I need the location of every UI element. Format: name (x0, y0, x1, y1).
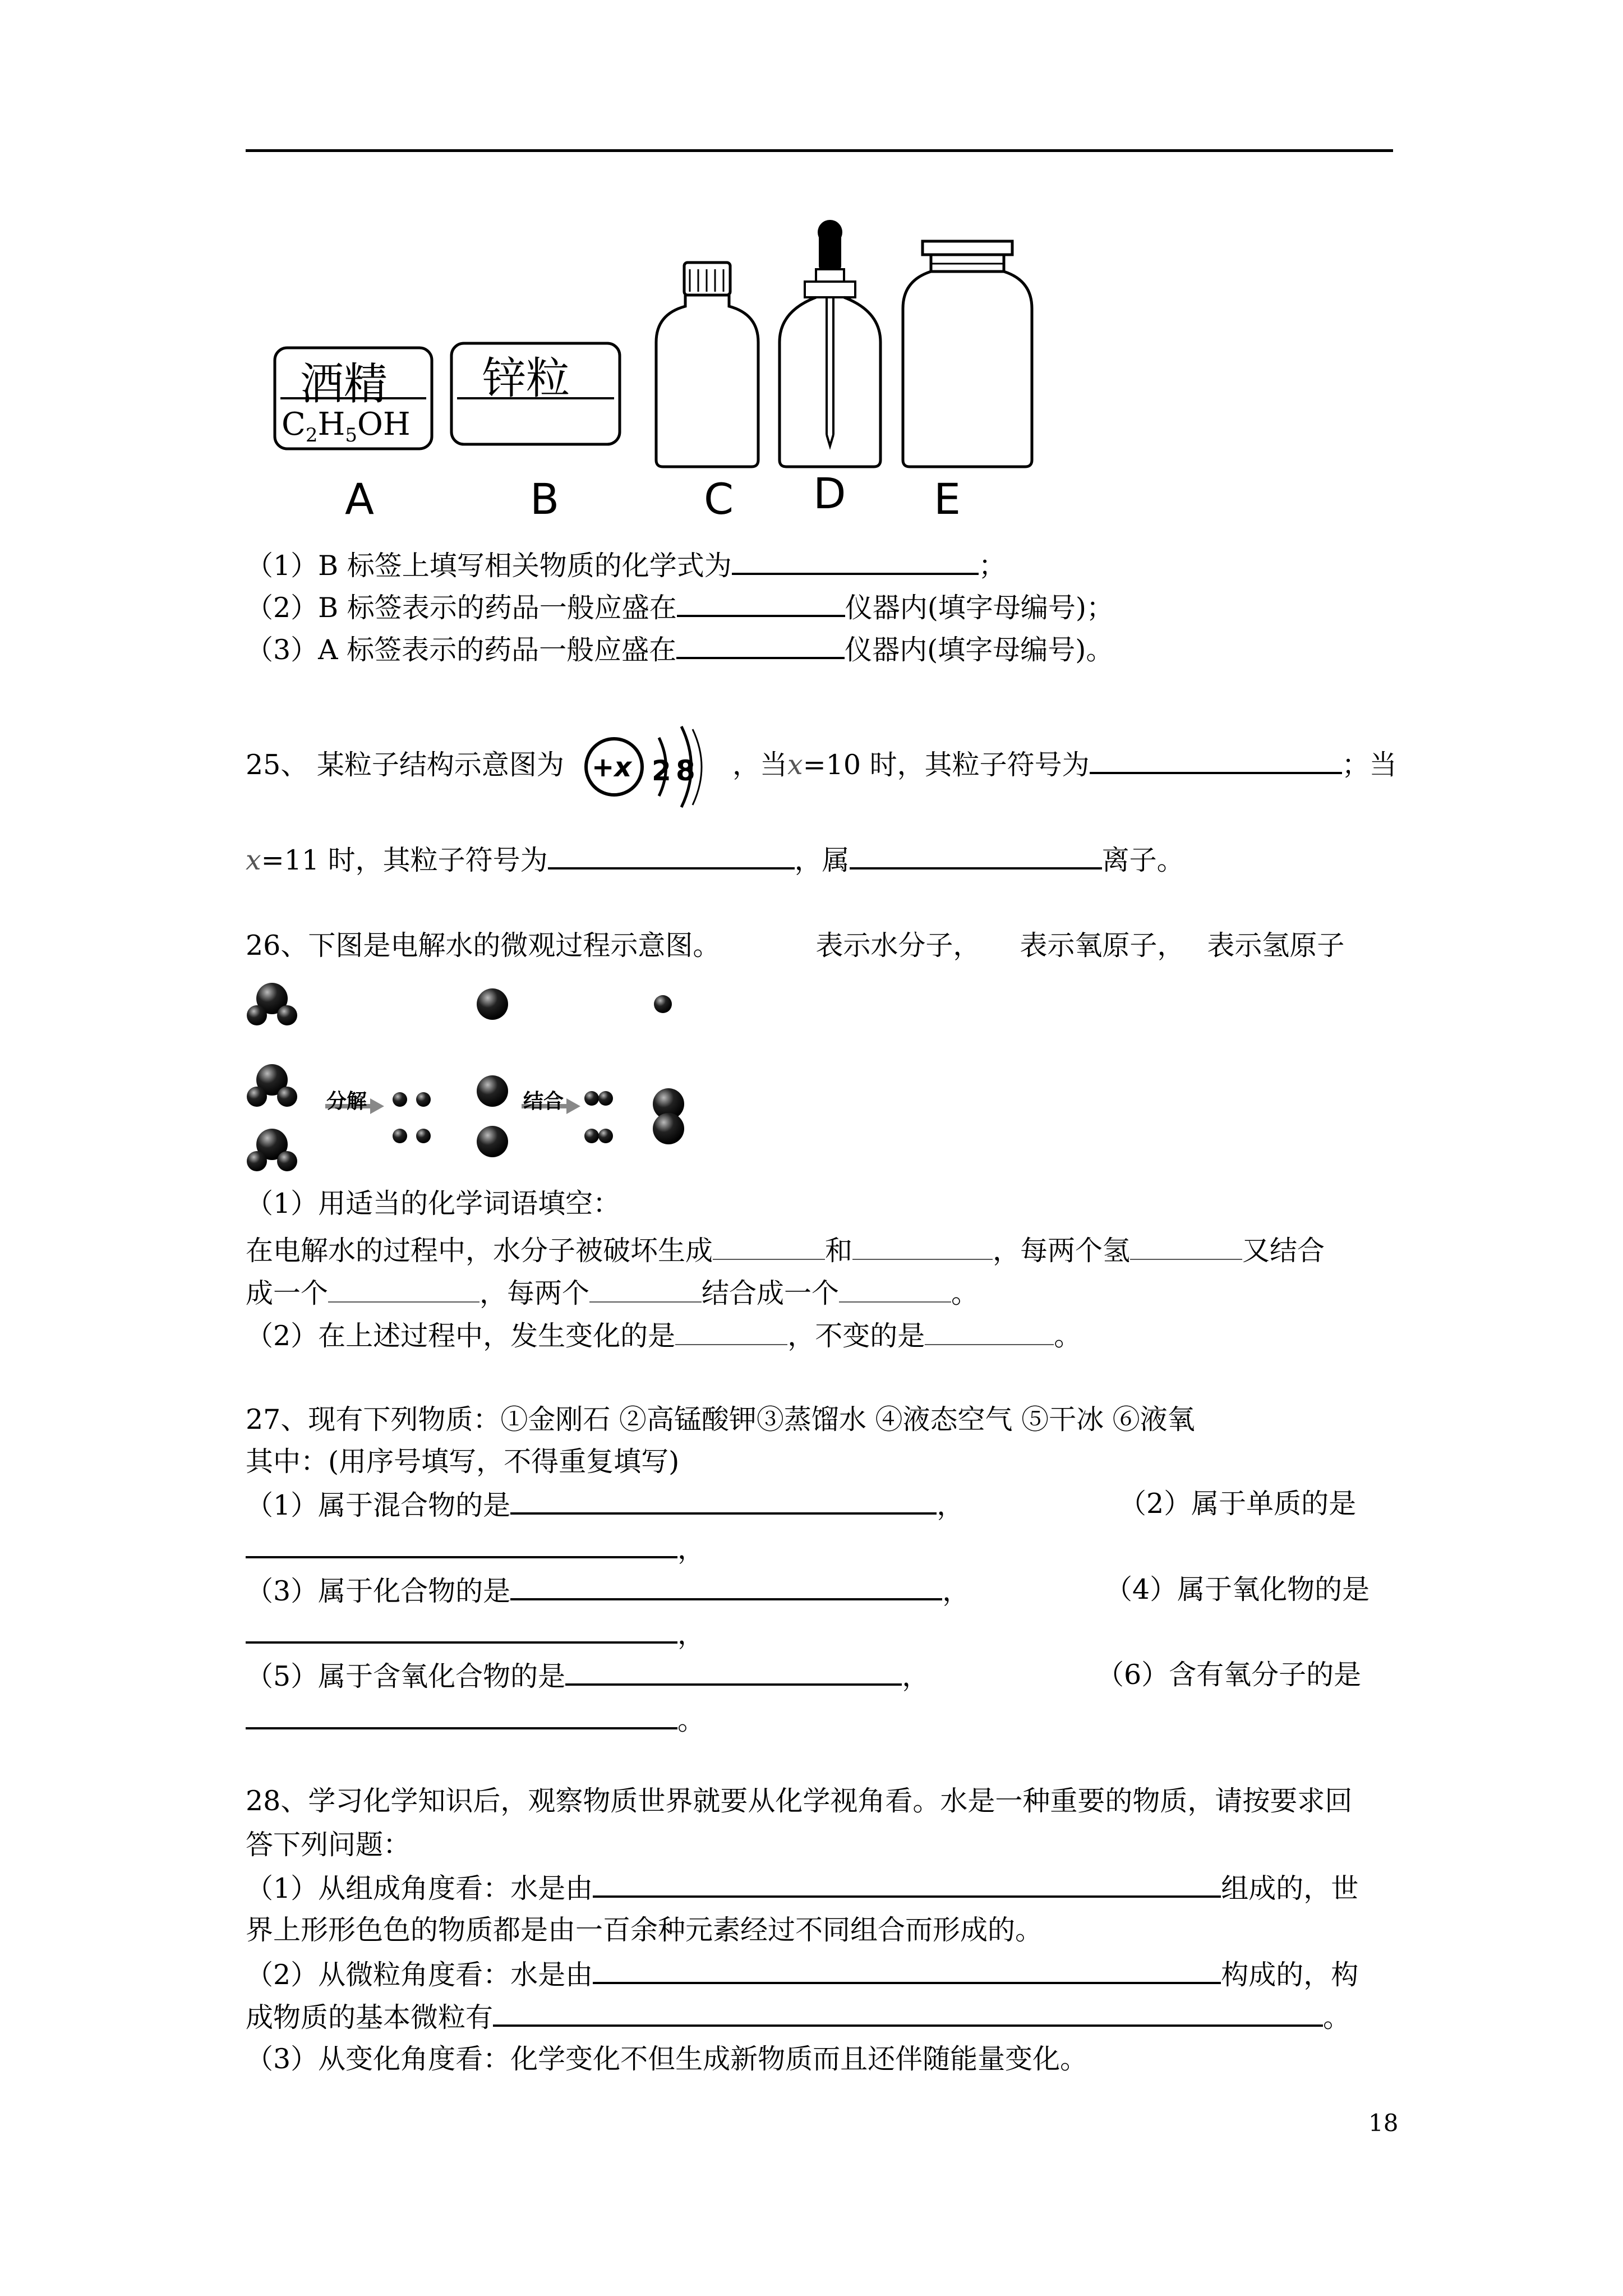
letter-c: C (704, 474, 734, 524)
q27-blank5[interactable] (565, 1658, 902, 1686)
q24-line2: （2）B 标签表示的药品一般应盛在 仪器内(填字母编号)； (246, 589, 1114, 625)
shell1-electrons: 2 (652, 754, 671, 787)
q26-line1: 在电解水的过程中，水分子被破坏生成 和 ，每两个氢 又结合 (246, 1233, 1325, 1268)
decompose-label: 分解 (326, 1090, 367, 1113)
q27-note: 其中：(用序号填写，不得重复填写) (246, 1446, 680, 1478)
q25-blank2[interactable] (548, 841, 795, 869)
q27-p4-line: ， (246, 1616, 705, 1652)
letter-d: D (813, 468, 846, 518)
q26-line2: 成一个 ，每两个 结合成一个 。 (246, 1276, 979, 1311)
q27-title: 27、现有下列物质：①金刚石 ②高锰酸钾③蒸馏水 ④液态空气 ⑤干冰 ⑥液氧 (246, 1404, 1195, 1435)
q25-blank3[interactable] (850, 841, 1102, 869)
oxygen-atom-legend-icon (477, 988, 508, 1020)
q26-blank8[interactable] (925, 1318, 1054, 1345)
dropper-bottle-d-icon (780, 220, 880, 467)
q27-blank2[interactable] (246, 1530, 677, 1558)
q27-p6-line: 。 (246, 1701, 705, 1738)
q26-blank7[interactable] (675, 1318, 787, 1345)
q28-line3: （1）从组成角度看：水是由 组成的，世 (246, 1870, 1358, 1906)
q28-line4: 界上形形色色的物质都是由一百余种元素经过不同组合而形成的。 (246, 1914, 1043, 1946)
q27-p4-label: （4）属于氧化物的是 (1105, 1573, 1370, 1605)
water-molecule-icon (247, 1129, 297, 1171)
q26-blank6[interactable] (839, 1276, 951, 1303)
letter-a: A (345, 474, 374, 524)
q25-line1: 25、 某粒子结构示意图为 ，当x=10 时，其粒子符号为 ；当 (246, 746, 1397, 783)
oxygen-atom-icon (477, 1075, 508, 1107)
label-a-name: 酒精 (300, 359, 388, 409)
q27-p2-line: ， (246, 1530, 705, 1567)
q28-blank3[interactable] (493, 1999, 1323, 2027)
water-molecule-legend-icon (247, 983, 297, 1025)
q25-line2: x=11 时，其粒子符号为 ，属 离子。 (246, 841, 1184, 878)
shell2-electrons: 8 (676, 754, 695, 787)
letter-b: B (530, 474, 560, 524)
q28-blank1[interactable] (593, 1870, 1221, 1898)
q28-blank2[interactable] (593, 1956, 1221, 1984)
q26-line3: （2）在上述过程中，发生变化的是 ，不变的是 。 (246, 1318, 1081, 1354)
q27-blank4[interactable] (246, 1616, 677, 1644)
q27-p6-label: （6）含有氧分子的是 (1096, 1659, 1362, 1691)
hydrogen-molecule-icon (584, 1129, 613, 1143)
q28-line1: 28、学习化学知识后，观察物质世界就要从化学视角看。水是一种重要的物质，请按要求回 (246, 1785, 1353, 1817)
q27-blank6[interactable] (246, 1701, 677, 1729)
q26-blank2[interactable] (852, 1233, 993, 1260)
q28-line6: 成物质的基本微粒有 。 (246, 1999, 1350, 2035)
page-number: 18 (1368, 2109, 1399, 2137)
q26-blank1[interactable] (713, 1233, 825, 1260)
q24-blank3[interactable] (676, 631, 845, 659)
q24-line3: （3）A 标签表示的药品一般应盛在 仪器内(填字母编号)。 (246, 631, 1113, 668)
q24-blank1[interactable] (732, 547, 979, 575)
header-rule (246, 149, 1393, 152)
q26-blank3[interactable] (1130, 1233, 1242, 1260)
letter-e: E (934, 474, 961, 524)
q27-p5-line: （5）属于含氧化合物的是 ， (246, 1658, 929, 1694)
q25-blank1[interactable] (1090, 746, 1342, 774)
q26-blank5[interactable] (589, 1276, 702, 1303)
q24-line1: （1）B 标签上填写相关物质的化学式为 ； (246, 547, 1006, 583)
q28-line7: （3）从变化角度看：化学变化不但生成新物质而且还伴随能量变化。 (246, 2043, 1088, 2075)
nucleus-label: +x (592, 752, 632, 783)
bottle-c-icon (656, 263, 758, 467)
q27-p3-line: （3）属于化合物的是 ， (246, 1572, 970, 1609)
q27-p2-label: （2）属于单质的是 (1119, 1488, 1357, 1520)
q28-line5: （2）从微粒角度看：水是由 构成的，构 (246, 1956, 1358, 1993)
q26-sub1: （1）用适当的化学词语填空： (246, 1188, 621, 1220)
q27-blank3[interactable] (510, 1572, 942, 1600)
oxygen-atom-icon (477, 1126, 508, 1157)
q27-blank1[interactable] (510, 1487, 937, 1515)
q28-line2: 答下列问题： (246, 1829, 411, 1861)
q26-title: 26、下图是电解水的微观过程示意图。 表示水分子， 表示氧原子， 表示氢原子 (246, 930, 1345, 961)
q27-p1-line: （1）属于混合物的是 ， (246, 1487, 1393, 1523)
hydrogen-atom-legend-icon (654, 995, 672, 1013)
q26-blank4[interactable] (328, 1276, 479, 1303)
electrolysis-diagram (241, 982, 701, 1184)
q24-blank2[interactable] (677, 589, 845, 617)
bottle-e-icon (903, 241, 1032, 467)
label-b-name: 锌粒 (482, 353, 570, 404)
water-molecule-icon (247, 1064, 297, 1107)
hydrogen-molecule-icon (584, 1091, 613, 1106)
oxygen-molecule-icon (653, 1088, 684, 1144)
combine-label: 结合 (523, 1090, 564, 1113)
label-a-formula: $C_2H_5OH$ (282, 406, 411, 447)
